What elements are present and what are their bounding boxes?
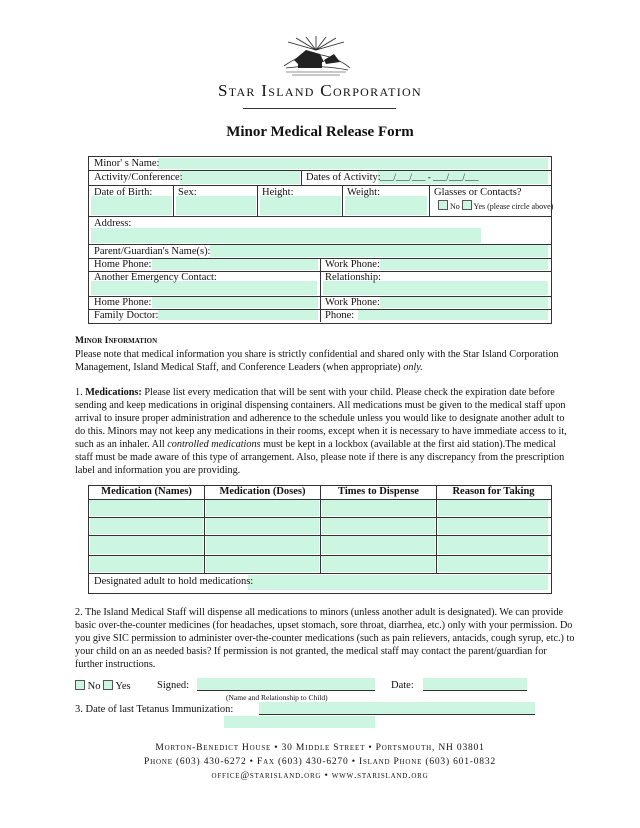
- relationship-label: Relationship:: [325, 272, 381, 283]
- info-table-rule: [342, 185, 343, 216]
- signed-label: Signed:: [157, 680, 190, 691]
- med-header-times: Times to Dispense: [338, 486, 419, 497]
- info-table-rule: [88, 244, 552, 245]
- medications-number: 1.: [75, 387, 86, 398]
- relationship-field[interactable]: [323, 281, 548, 295]
- name-relationship-caption: (Name and Relationship to Child): [226, 693, 328, 702]
- emergency-contact-field[interactable]: [91, 281, 317, 295]
- medications-paragraph: [75, 386, 575, 477]
- med-cell[interactable]: [206, 536, 319, 554]
- minor-info-heading: Minor Information: [75, 336, 158, 346]
- family-doctor-label: Family Doctor:: [94, 310, 159, 321]
- signature-underline: [197, 678, 375, 691]
- form-title: Minor Medical Release Form: [226, 124, 414, 140]
- info-table-rule: [173, 185, 174, 216]
- weight-label: Weight:: [347, 187, 380, 198]
- otc-no-label: No: [87, 681, 101, 692]
- address-label: Address:: [94, 218, 132, 229]
- org-name: Star Island Corporation: [218, 81, 422, 100]
- home-phone-2-label: Home Phone:: [94, 297, 152, 308]
- medications-text-a: Please list every medication that will be sent with your child. Please check the expiration date before sending and keep medications in original dispensing containers. All medications must be given to the medical staff upon arrival to insure proper administration and adherence to the schedule unless you would like to designate another adult to do this. Minors may not keep any medications in their rooms, except when it is necessary to have immediate access to it, such as an inhaler. All: [75, 387, 567, 450]
- designated-adult-label: Designated adult to hold medications:: [94, 576, 254, 587]
- activity-field[interactable]: [180, 171, 300, 184]
- med-cell[interactable]: [90, 500, 203, 516]
- med-cell[interactable]: [322, 500, 435, 516]
- home-phone-label: Home Phone:: [94, 259, 152, 270]
- med-cell[interactable]: [438, 500, 548, 516]
- otc-yes-label: Yes: [115, 681, 131, 692]
- info-table-rule: [257, 185, 258, 216]
- designated-adult-field[interactable]: [248, 575, 548, 590]
- med-cell[interactable]: [438, 518, 548, 534]
- work-phone-field[interactable]: [380, 259, 548, 270]
- footer-address: Morton-Benedict House • 30 Middle Street • Portsmouth, NH 03801: [155, 743, 485, 753]
- date-label: Date:: [391, 680, 414, 691]
- info-table-rule: [301, 170, 302, 185]
- work-phone-label: Work Phone:: [325, 259, 380, 270]
- med-cell[interactable]: [90, 518, 203, 534]
- med-table-rule: [88, 573, 552, 574]
- med-cell[interactable]: [206, 556, 319, 572]
- glasses-yes-label: Yes (please circle above): [473, 202, 554, 211]
- work-phone-2-label: Work Phone:: [325, 297, 380, 308]
- tetanus-label: 3. Date of last Tetanus Immunization:: [75, 704, 234, 715]
- tetanus-underline: [259, 702, 535, 715]
- dob-field[interactable]: [91, 196, 172, 215]
- dates-of-activity-label: Dates of Activity:: [306, 172, 381, 183]
- med-cell[interactable]: [438, 536, 548, 554]
- sex-field[interactable]: [176, 196, 256, 215]
- header-rule: [243, 108, 396, 109]
- glasses-no-checkbox[interactable]: [438, 200, 448, 210]
- height-field[interactable]: [260, 196, 341, 215]
- date-underline: [423, 678, 527, 691]
- info-table-rule: [320, 258, 321, 322]
- med-cell[interactable]: [322, 518, 435, 534]
- minor-info-paragraph: [75, 348, 575, 374]
- family-doctor-field[interactable]: [158, 310, 318, 320]
- footer-phones: Phone (603) 430-6272 • Fax (603) 430-6270 • Island Phone (603) 601-0832: [144, 757, 496, 767]
- work-phone-2-field[interactable]: [380, 297, 548, 308]
- info-table-rule: [88, 185, 552, 186]
- medications-text-b: must be kept in a lockbox (available at the first aid station).The medical staff must be made aware of this type of arrangement. Also, please note if there is any discrepancy from the prescription label and information you are providing.: [75, 439, 565, 476]
- guardian-label: Parent/Guardian's Name(s):: [94, 246, 211, 257]
- home-phone-2-field[interactable]: [152, 297, 318, 308]
- weight-field[interactable]: [345, 196, 427, 215]
- glasses-no-label: No: [450, 202, 460, 211]
- med-table-rule: [320, 485, 321, 573]
- med-table-rule: [204, 485, 205, 573]
- med-cell[interactable]: [90, 536, 203, 554]
- med-header-names: Medication (Names): [101, 486, 192, 497]
- minor-info-only: only.: [403, 362, 423, 373]
- height-label: Height:: [262, 187, 294, 198]
- dob-label: Date of Birth:: [94, 187, 153, 198]
- minor-info-text: Please note that medical information you share is strictly confidential and shared only with the Star Island Corporation Management, Island Medical Staff, and Conference Leaders (when appropriate): [75, 349, 559, 373]
- sex-label: Sex:: [178, 187, 197, 198]
- med-table-rule: [436, 485, 437, 573]
- info-table-rule: [88, 216, 552, 217]
- otc-choice: [75, 680, 131, 692]
- activity-label: Activity/Conference:: [94, 172, 183, 183]
- glasses-yes-checkbox[interactable]: [462, 200, 472, 210]
- med-cell[interactable]: [206, 518, 319, 534]
- address-field[interactable]: [91, 228, 481, 243]
- med-header-doses: Medication (Doses): [219, 486, 306, 497]
- minor-name-field[interactable]: [158, 158, 548, 169]
- medications-heading: Medications:: [85, 387, 142, 398]
- med-cell[interactable]: [322, 536, 435, 554]
- med-header-reason: Reason for Taking: [452, 486, 535, 497]
- logo-illustration: [276, 36, 356, 78]
- otc-paragraph: 2. The Island Medical Staff will dispense all medications to minors (unless another adult is designated). We can provide basic over-the-counter medicines (for headaches, upset stomach, sore throat, diarrhea, etc.) only with your permission. Do you give SIC permission to administer over-the-counter medications (such as pain relievers, antacids, cough syrup, etc.) to your child on an as needed basis? If permission is not granted, the medical staff may contact the parent/guardian for further instructions.: [75, 607, 575, 670]
- glasses-options: [438, 200, 553, 211]
- med-cell[interactable]: [90, 556, 203, 572]
- otc-yes-checkbox[interactable]: [103, 680, 113, 690]
- controlled-medications: controlled medications: [167, 439, 261, 450]
- home-phone-field[interactable]: [152, 259, 318, 270]
- med-cell[interactable]: [438, 556, 548, 572]
- tetanus-field-extra[interactable]: [224, 716, 375, 728]
- phone-label: Phone:: [325, 310, 355, 321]
- info-table-rule: [429, 185, 430, 216]
- med-cell[interactable]: [322, 556, 435, 572]
- footer-contact: office@starisland.org • www.starisland.org: [211, 771, 429, 781]
- otc-no-checkbox[interactable]: [75, 680, 85, 690]
- guardian-field[interactable]: [210, 245, 548, 257]
- phone-field[interactable]: [358, 310, 548, 320]
- dates-pattern: ___/___/___ - ___/___/___: [380, 172, 479, 182]
- med-cell[interactable]: [206, 500, 319, 516]
- emergency-contact-label: Another Emergency Contact:: [94, 272, 217, 283]
- glasses-label: Glasses or Contacts?: [434, 187, 522, 198]
- minor-name-label: Minor' s Name:: [94, 158, 160, 169]
- info-table-rule: [88, 170, 552, 171]
